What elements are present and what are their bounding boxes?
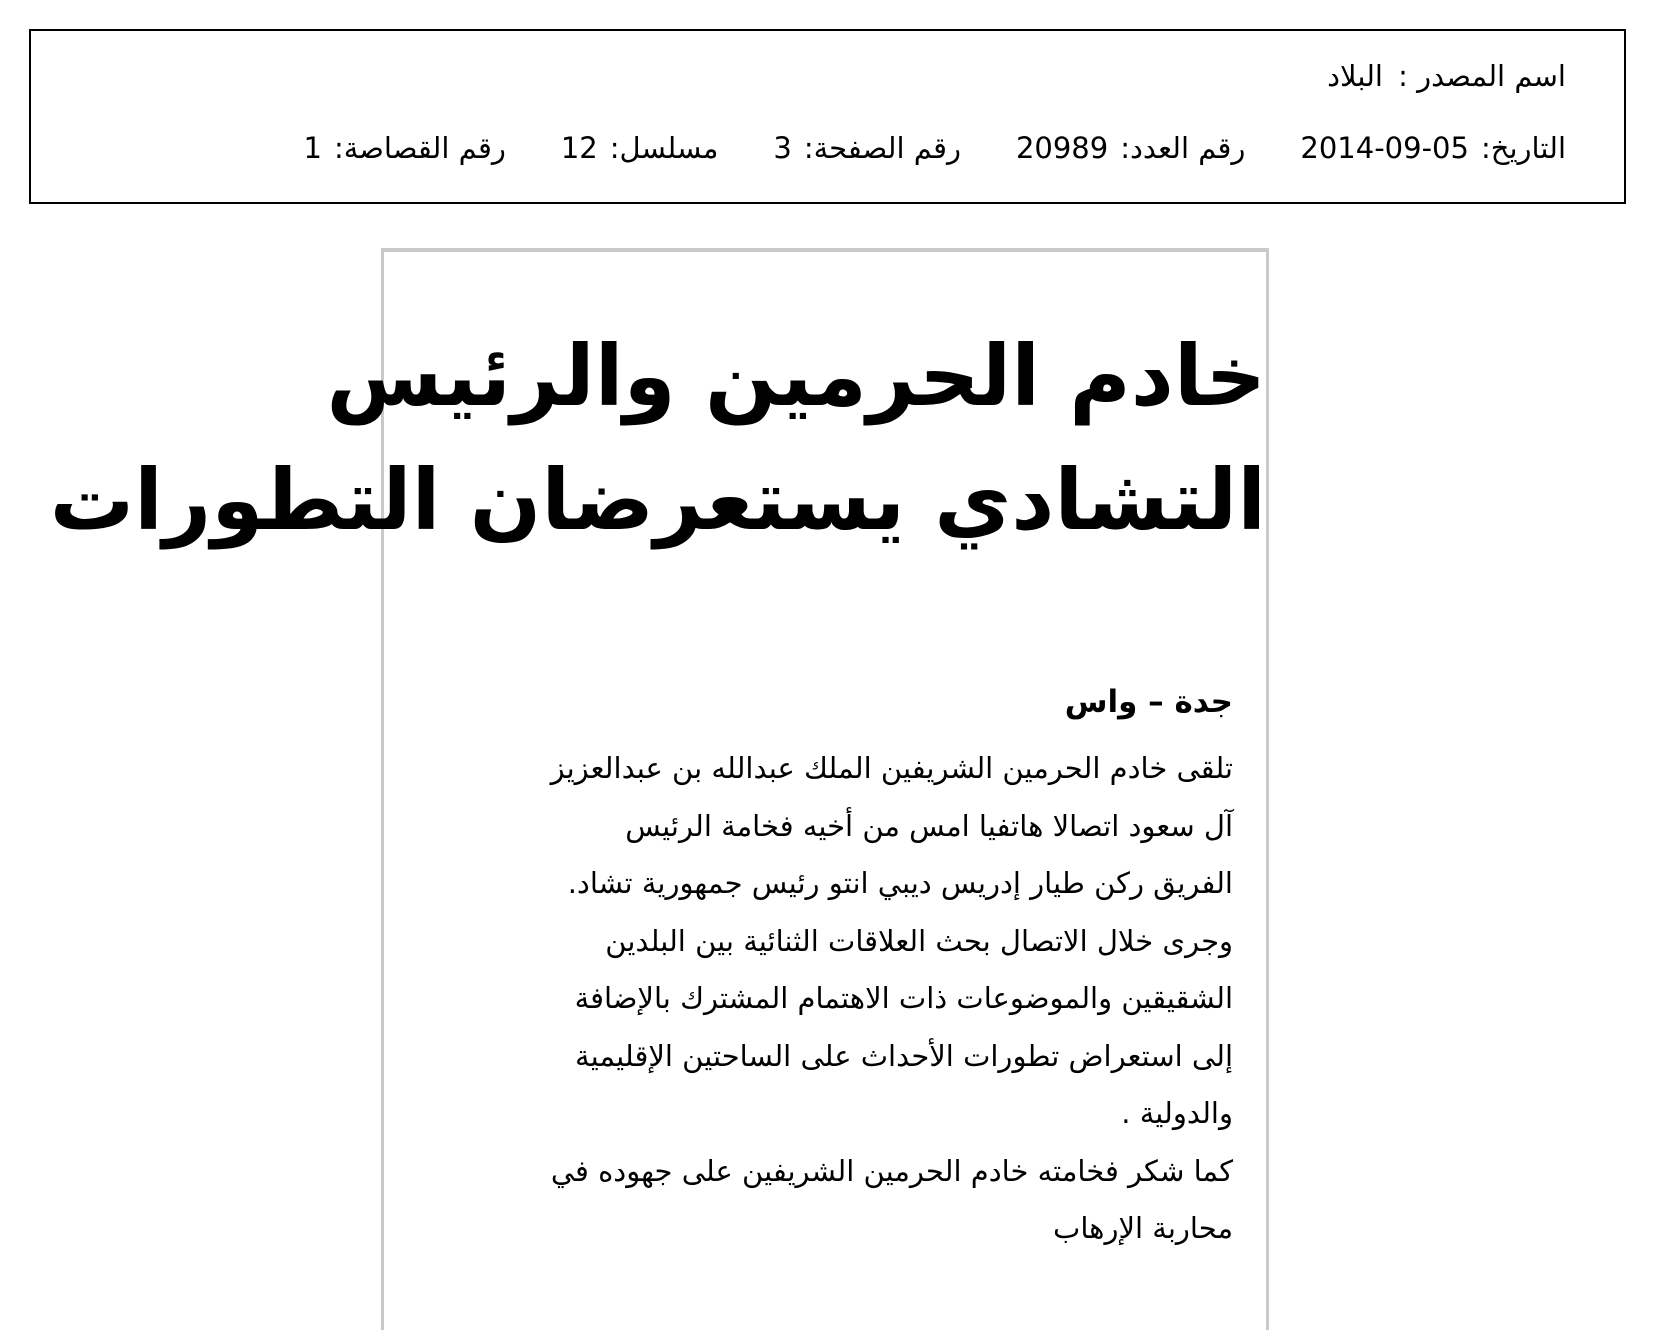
body-line: تلقى خادم الحرمين الشريفين الملك عبدالله بن عبدالعزيز [550, 751, 1233, 785]
clip-number-value: 1 [303, 131, 322, 165]
body-line: محاربة الإرهاب [1053, 1211, 1233, 1245]
source-label: اسم المصدر : [1398, 59, 1566, 93]
body-line: والدولية . [1121, 1096, 1233, 1130]
source-value: البلاد [1327, 59, 1383, 93]
newspaper-clipping [49, 248, 1269, 1330]
page-value: 3 [773, 131, 792, 165]
article-headline [49, 314, 1266, 562]
date-field [1300, 131, 1566, 165]
article-body [412, 740, 1233, 1258]
details-row [71, 123, 1566, 173]
issue-field [1016, 131, 1245, 165]
source-row [71, 51, 1566, 101]
serial-label: مسلسل: [609, 131, 719, 165]
source-info-box [29, 29, 1626, 204]
issue-label: رقم العدد: [1120, 131, 1246, 165]
clip-number-label: رقم القصاصة: [333, 131, 506, 165]
body-line: وجرى خلال الاتصال بحث العلاقات الثنائية بين البلدين [605, 923, 1233, 958]
clip-number-field [304, 131, 506, 165]
body-line: كما شكر فخامته خادم الحرمين الشريفين على جهوده في [550, 1153, 1233, 1188]
page-label: رقم الصفحة: [803, 131, 961, 165]
article-byline: جدة – واس [1064, 684, 1233, 720]
serial-value: 12 [560, 131, 598, 165]
issue-value: 20989 [1015, 131, 1109, 165]
body-line: إلى استعراض تطورات الأحداث على الساحتين الإقليمية [575, 1038, 1233, 1073]
headline-line-2: التشادي يستعرضان التطورات [49, 451, 1266, 549]
body-line: الشقيقين والموضوعات ذات الاهتمام المشترك بالإضافة [574, 981, 1233, 1015]
date-value: 2014-09-05 [1300, 131, 1469, 165]
body-line: آل سعود اتصالا هاتفيا امس من أخيه فخامة الرئيس [625, 808, 1233, 843]
serial-field [561, 131, 719, 165]
date-label: التاريخ: [1480, 131, 1566, 165]
headline-line-1: خادم الحرمين والرئيس [326, 327, 1266, 425]
page-field [773, 131, 961, 165]
body-line: الفريق ركن طيار إدريس ديبي انتو رئيس جمهورية تشاد. [567, 866, 1233, 900]
